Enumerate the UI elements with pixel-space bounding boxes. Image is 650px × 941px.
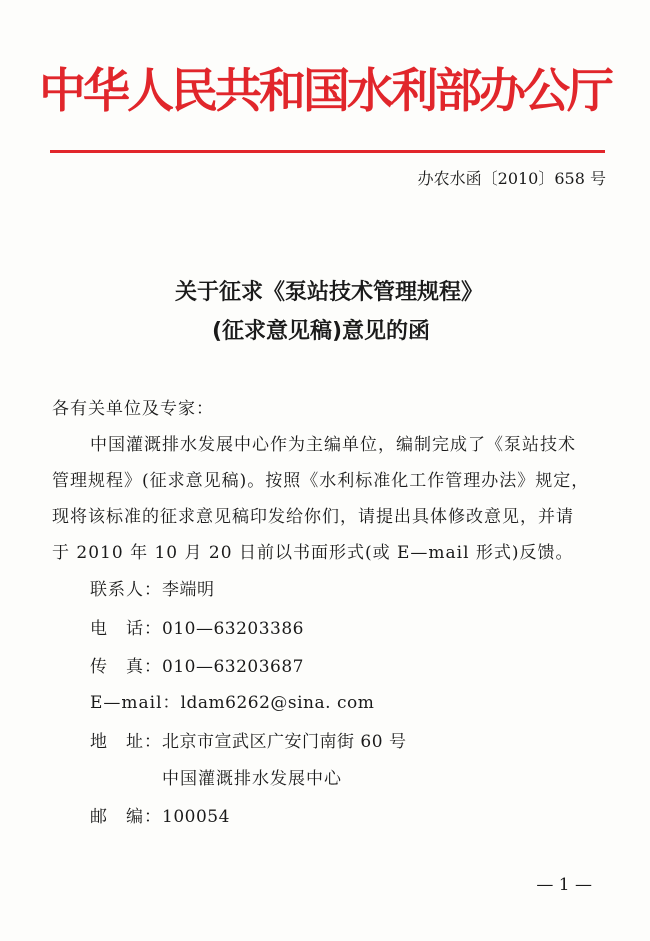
contact-person-value: 李端明 [162,580,215,600]
body-paragraph-line: 管理规程》(征求意见稿)。按照《水利标准化工作管理办法》规定， [52,471,590,491]
contact-fax-label: 传 真： [90,657,162,677]
contact-email-label: E—mail： [90,693,181,713]
contact-fax [90,655,304,679]
body-paragraph-line: 中国灌溉排水发展中心作为主编单位，编制完成了《泵站技术 [90,435,576,455]
page-number: — 1 — [536,875,592,895]
contact-fax-value: 010—63203687 [162,657,304,677]
contact-email [90,691,374,715]
document-number: 办农水函〔2010〕658 号 [417,169,606,188]
contact-postcode-label: 邮 编： [90,807,162,827]
document-title-line-1: 关于征求《泵站技术管理规程》 [174,280,483,305]
contact-person [90,578,215,602]
contact-person-label: 联系人： [90,580,162,600]
body-paragraph-line: 于 2010 年 10 月 20 日前以书面形式(或 E—mail 形式)反馈。 [52,543,574,563]
letterhead-title: 中华人民共和国水利部办公厅 [39,64,611,119]
contact-address-value: 北京市宣武区广安门南街 60 号 [162,732,407,752]
letterhead-red-rule [50,150,605,153]
contact-address-line-2: 中国灌溉排水发展中心 [162,769,342,789]
contact-postcode-value: 100054 [162,807,230,827]
contact-phone [90,617,304,641]
contact-postcode [90,805,230,829]
contact-phone-label: 电 话： [90,619,162,639]
contact-email-value: ldam6262@sina. com [180,693,375,713]
contact-address [90,730,406,754]
salutation: 各有关单位及专家： [52,399,214,419]
contact-address-label: 地 址： [90,732,162,752]
body-paragraph-line: 现将该标准的征求意见稿印发给你们，请提出具体修改意见，并请 [52,507,574,527]
contact-phone-value: 010—63203386 [162,619,304,639]
document-title-line-2: (征求意见稿)意见的函 [211,319,431,344]
